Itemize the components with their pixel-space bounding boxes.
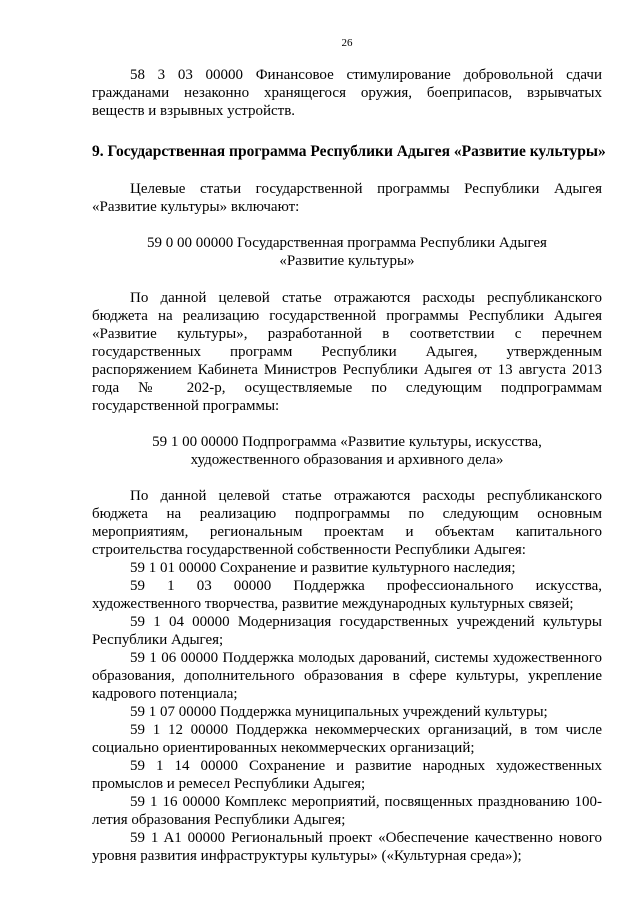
subprogram-code-title <box>92 433 602 469</box>
targets-intro-paragraph: Целевые статьи государственной программы Республики Адыгея «Развитие культуры» включают: <box>92 181 602 215</box>
list-item: 59 1 03 00000 Поддержка профессионального искусства, художественного творчества, развитие международных культурных связей; <box>92 578 602 612</box>
item-list <box>92 559 602 865</box>
subprogram-description: По данной целевой статье отражаются расходы республиканского бюджета на реализацию подпрограммы по следующим основным мероприятиям, региональным проектам и объектам капитального строительства государственной собственности Республики Адыгея: <box>92 488 602 558</box>
list-item: 59 1 A1 00000 Региональный проект «Обеспечение качественно нового уровня развития инфраструктуры культуры» («Культурная среда»); <box>92 830 602 864</box>
program-code-title-line2: «Развитие культуры» <box>279 253 415 269</box>
subprogram-code-title-line1: 59 1 00 00000 Подпрограмма «Развитие культуры, искусства, <box>152 434 542 450</box>
subprogram-code-title-line2: художественного образования и архивного дела» <box>190 452 504 468</box>
list-item: 59 1 07 00000 Поддержка муниципальных учреждений культуры; <box>130 704 548 720</box>
document-page <box>92 36 606 865</box>
program-description: По данной целевой статье отражаются расходы республиканского бюджета на реализацию государственной программы Республики Адыгея «Развитие культуры», разработанной в соответствии с перечнем государственных программ Республики Адыгея, утвержденным распоряжением Кабинета Министров Республики Адыгея от 13 августа 2013 года № 202-р, осуществляемые по следующим подпрограммам государственной программы: <box>92 290 602 414</box>
intro-paragraph: 58 3 03 00000 Финансовое стимулирование добровольной сдачи гражданами незаконно хранящегося оружия, боеприпасов, взрывчатых веществ и взрывных устройств. <box>92 67 602 119</box>
list-item: 59 1 06 00000 Поддержка молодых дарований, системы художественного образования, дополнительного образования в сфере культуры, укрепление кадрового потенциала; <box>92 650 602 702</box>
list-item: 59 1 04 00000 Модернизация государственных учреждений культуры Республики Адыгея; <box>92 614 602 648</box>
program-code-title-line1: 59 0 00 00000 Государственная программа Республики Адыгея <box>147 235 547 251</box>
list-item: 59 1 01 00000 Сохранение и развитие культурного наследия; <box>130 560 516 576</box>
page-number: 26 <box>341 37 353 49</box>
program-code-title <box>92 234 602 270</box>
list-item: 59 1 12 00000 Поддержка некоммерческих организаций, в том числе социально ориентированных некоммерческих организаций; <box>92 722 602 756</box>
list-item: 59 1 16 00000 Комплекс мероприятий, посвященных празднованию 100-летия образования Республики Адыгея; <box>92 794 602 828</box>
list-item: 59 1 14 00000 Сохранение и развитие народных художественных промыслов и ремесел Республики Адыгея; <box>92 758 602 792</box>
section-heading: 9. Государственная программа Республики Адыгея «Развитие культуры» <box>92 143 606 160</box>
